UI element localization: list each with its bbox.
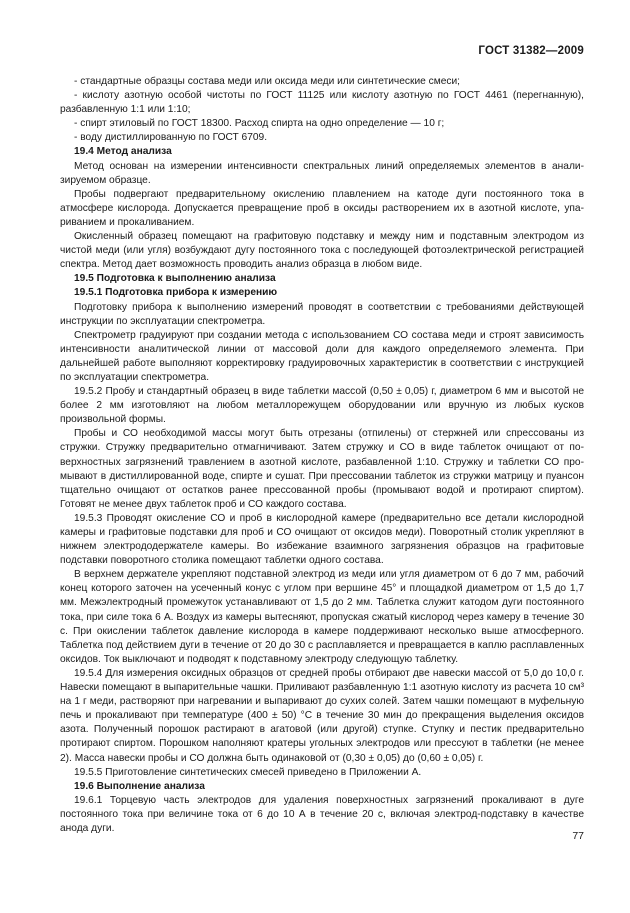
paragraph: Метод основан на измерении интенсивности спектральных линий определяемых элементов в анализируемом образце. — [60, 160, 584, 186]
list-item: - спирт этиловый по ГОСТ 18300. Расход спирта на одно определение — 10 г; — [74, 118, 445, 130]
paragraph: 19.5.2 Пробу и стандартный образец в виде таблетки массой (0,50 ± 0,05) г, диаметром 6 мм и высотой не более 2 мм изготовляют на любом металлорежущем оборудовании или вручную из любых кусков произвольной формы. — [60, 386, 584, 426]
paragraph: Спектрометр градуируют при создании метода с использованием СО состава меди и строят зависимость интенсивности аналитической линии от массовой доли для каждого определяемого элемента. При дальнейшей работе выполняют корректировку градуировочных характеристик в соответствии с инструкцией по эксплуатации спектрометра. — [60, 329, 584, 383]
document-body — [60, 75, 584, 836]
paragraph: Подготовку прибора к выполнению измерений проводят в соответствии с требованиями действующей инструкции по эксплуатации спектрометра. — [60, 301, 584, 327]
section-heading: 19.4 Метод анализа — [74, 146, 172, 158]
list-item: - стандартные образцы состава меди или оксида меди или синтетические смеси; — [74, 76, 461, 87]
subsection-heading: 19.5.1 Подготовка прибора к измерению — [74, 287, 278, 299]
paragraph: 19.5.3 Проводят окисление СО и проб в кислородной камере (предварительно все детали кислородной камеры и графитовые подставки для проб и СО очищают от оксидов меди). Поворотный столик укрепляют в нижнем электрододержателе камеры. Во избежание взаимного загрязнения образцов на графитовые подставки поворотного столика помещают таблетки одного состава. — [60, 512, 584, 567]
page-number: 77 — [572, 830, 584, 842]
list-item: - кислоту азотную особой чистоты по ГОСТ 11125 или кислоту азотную по ГОСТ 4461 (перегнанную), разбавленную 1:1 или 1:10; — [60, 90, 584, 116]
paragraph: Пробы подвергают предварительному окислению плавлением на катоде дуги постоянного тока в атмосфере кислорода. Допускается превращение проб в оксиды растворением их в азотной кислоте, упариванием и прокаливанием. — [60, 188, 584, 228]
section-heading: 19.5 Подготовка к выполнению анализа — [74, 273, 276, 285]
paragraph: 19.5.5 Приготовление синтетических смесей приведено в Приложении А. — [74, 766, 422, 778]
list-item: - воду дистиллированную по ГОСТ 6709. — [74, 132, 268, 144]
section-heading: 19.6 Выполнение анализа — [74, 780, 205, 792]
paragraph: 19.6.1 Торцевую часть электродов для удаления поверхностных загрязнений прокаливают в дуге постоянного тока при величине тока от 6 до 10 А в течение 20 с, включая электрод-подставку в качестве анода дуги. — [60, 794, 584, 834]
paragraph: В верхнем держателе укрепляют подставной электрод из меди или угля диаметром от 6 до 7 мм, рабочий конец которого заточен на усеченный конус с углом при вершине 45° и площадкой диаметром от 1,5 до 1,7 мм. Межэлектродный промежуток устанавливают от 1,5 до 2 мм. Таблетка служит катодом дуги постоянного тока, при силе тока 6 А. Воздух из камеры вытесняют, пропуская сжатый кислород через камеру в течение 30 с. При окислении таблеток давление кислорода в камере поддерживают несколько выше атмосферного. Таблетка под действием дуги в течение от 20 до 30 с расплавляется и превращается в каплю расплавленных оксидов. Ток выключают и подводят к подставному электроду следующую таблетку. — [60, 569, 584, 665]
paragraph: Пробы и СО необходимой массы могут быть отрезаны (отпилены) от стержней или спрессованы из стружки. Стружку предварительно отмагничивают. Затем стружку и СО в виде таблеток очищают от поверхностных загрязнений травлением в азотной кислоте, разбавленной 1:10. Стружку и таблетки СО промывают в дистиллированной воде, спирте и сушат. При прессовании таблеток из стружки матрицу и пуансон тщательно очищают от остатков ранее прессованной пробы (промывают водой и протирают спиртом). Готовят не менее двух таблеток проб и СО каждого состава. — [60, 428, 584, 510]
paragraph: 19.5.4 Для измерения оксидных образцов от средней пробы отбирают две навески массой от 5,0 до 10,0 г. Навески помещают в выпарительные чашки. Приливают разбавленную 1:1 азотную кислоту из расчета 10 см³ на 1 г меди, растворяют при нагревании и выпаривают до сухих солей. Затем чашки помещают в муфельную печь и прокаливают при температуре (400 ± 50) °С в течение 30 мин до прекращения выделения оксидов азота. Полученный порошок растирают в агатовой (или другой) ступке. Ступку и пестик предварительно протирают спиртом. Порошком наполняют кратеры угольных электродов или прессуют в таблетки (не менее 2). Масса навески пробы и СО должна быть одинаковой от (0,30 ± 0,05) до (0,60 ± 0,05) г. — [60, 667, 584, 764]
paragraph: Окисленный образец помещают на графитовую подставку и между ним и подставным электродом из чистой меди (или угля) возбуждают дугу постоянного тока с последующей фотоэлектрической регистрацией спектра. Метод дает возможность проводить анализ образца в любом виде. — [60, 231, 584, 271]
standard-header: ГОСТ 31382—2009 — [478, 45, 584, 57]
